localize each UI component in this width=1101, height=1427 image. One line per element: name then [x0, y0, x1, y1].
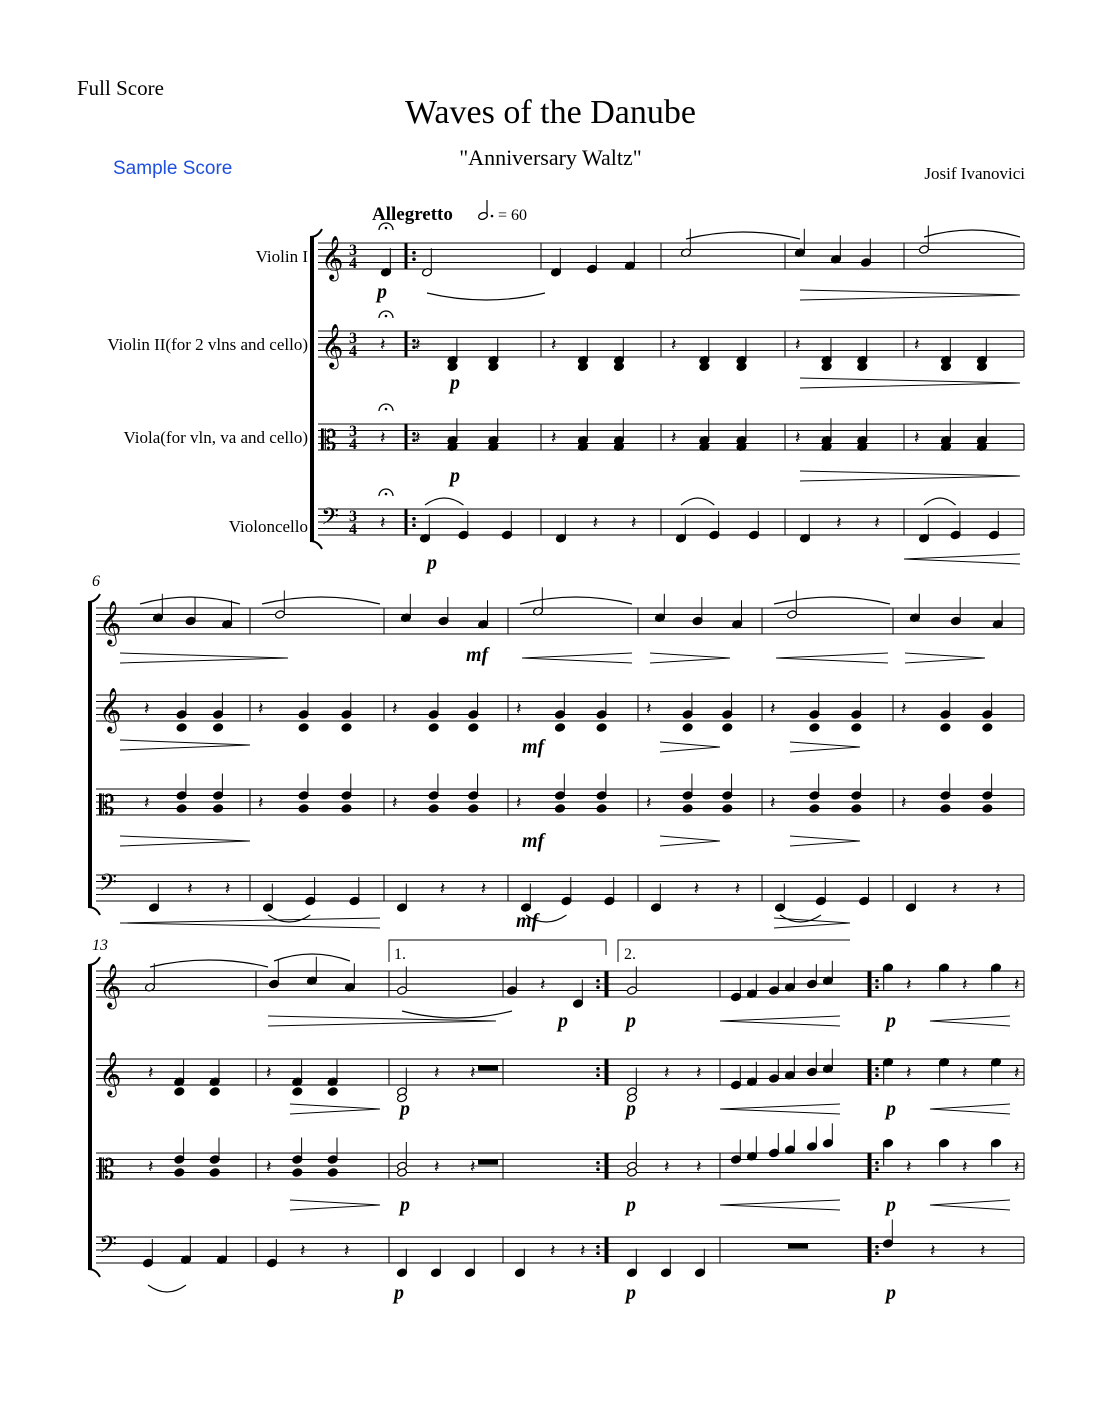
quarter-rest-icon: 𝄽 [187, 878, 193, 899]
slur [686, 232, 800, 239]
repeat-dot [596, 979, 600, 983]
notehead [174, 1168, 185, 1178]
bracket-hook [88, 907, 100, 915]
repeat-dot [596, 985, 600, 989]
instrument-label-viola: Viola(for vln, va and cello) [123, 428, 308, 447]
quarter-rest-icon: 𝄽 [148, 1156, 154, 1177]
quarter-rest-icon: 𝄽 [592, 512, 599, 533]
bracket-hook [310, 229, 322, 237]
quarter-rest-icon: 𝄽 [439, 878, 446, 899]
quarter-rest-icon: 𝄽 [696, 1156, 702, 1177]
dynamic-p: p [558, 1010, 568, 1032]
treble-clef-icon: 𝄞 [99, 602, 122, 645]
second-ending-label: 2. [624, 946, 636, 963]
bass-clef-icon: 𝄢 [99, 1232, 118, 1264]
quarter-rest-icon: 𝄽 [1014, 1156, 1020, 1177]
measure-number-system-2: 6 [92, 573, 100, 590]
notehead [341, 804, 352, 814]
quarter-rest-icon: 𝄽 [874, 512, 880, 533]
dynamic-p: p [626, 1282, 636, 1304]
treble-clef-icon: 𝄞 [321, 237, 344, 280]
first-ending-bracket [389, 940, 606, 962]
treble-clef-icon: 𝄞 [321, 325, 344, 368]
bracket-hook [88, 957, 100, 965]
slur [262, 597, 380, 604]
slur [774, 597, 890, 604]
notehead [682, 723, 693, 733]
full-score-label: Full Score [77, 76, 164, 100]
time-signature-top: 3 [349, 508, 357, 525]
quarter-rest-icon: 𝄽 [415, 427, 421, 448]
instrument-label-violin-1: Violin I [255, 247, 308, 266]
repeat-dot [412, 523, 416, 527]
notehead [327, 1168, 338, 1178]
fermata-dot [385, 315, 388, 318]
time-signature-top: 3 [349, 423, 357, 440]
slur [140, 597, 240, 604]
repeat-dot [875, 979, 879, 983]
quarter-rest-icon: 𝄽 [914, 427, 920, 448]
quarter-rest-icon: 𝄽 [770, 792, 776, 813]
notehead [722, 804, 733, 814]
decrescendo-hairpin [120, 836, 250, 846]
decrescendo-hairpin [800, 290, 1020, 300]
notehead [341, 723, 352, 733]
quarter-rest-icon: 𝄽 [516, 698, 522, 719]
dynamic-p: p [886, 1010, 896, 1032]
fermata-dot [385, 493, 388, 496]
crescendo-hairpin [930, 1200, 1010, 1210]
bracket-hook [88, 594, 100, 602]
notehead [982, 723, 993, 733]
time-signature-top: 3 [349, 330, 357, 347]
notehead [327, 1087, 338, 1097]
repeat-dot [875, 1167, 879, 1171]
quarter-rest-icon: 𝄽 [901, 792, 907, 813]
notehead [940, 804, 951, 814]
quarter-rest-icon: 𝄽 [696, 1062, 702, 1083]
slur [427, 293, 545, 300]
dynamic-p: p [450, 465, 460, 487]
dynamic-p: p [886, 1194, 896, 1216]
repeat-dot [875, 1245, 879, 1249]
notehead [809, 804, 820, 814]
decrescendo-hairpin [800, 378, 1020, 388]
quarter-rest-icon: 𝄽 [380, 427, 386, 448]
quarter-rest-icon: 𝄽 [300, 1240, 306, 1261]
decrescendo-hairpin [650, 653, 730, 663]
crescendo-hairpin [522, 653, 632, 663]
quarter-rest-icon: 𝄽 [795, 334, 801, 355]
quarter-rest-icon: 𝄽 [144, 698, 150, 719]
bass-clef-icon: 𝄢 [99, 870, 118, 902]
notehead [555, 804, 566, 814]
crescendo-hairpin [930, 1104, 1010, 1114]
dynamic-p: p [400, 1194, 410, 1216]
decrescendo-hairpin [800, 471, 1020, 481]
notehead [209, 1168, 220, 1178]
decrescendo-hairpin [120, 740, 250, 750]
dynamic-p: p [626, 1194, 636, 1216]
slur [402, 1011, 512, 1018]
tempo-marking: Allegretto [372, 204, 453, 225]
fermata-dot [385, 227, 388, 230]
quarter-rest-icon: 𝄽 [380, 512, 386, 533]
whole-rest-icon [788, 1244, 808, 1249]
crescendo-hairpin [120, 918, 380, 928]
quarter-rest-icon: 𝄽 [770, 698, 776, 719]
repeat-dot [875, 985, 879, 989]
notehead [298, 723, 309, 733]
quarter-rest-icon: 𝄽 [224, 878, 231, 899]
treble-clef-icon: 𝄞 [99, 689, 122, 732]
decrescendo-hairpin [905, 653, 985, 663]
repeat-dot [596, 1161, 600, 1165]
dynamic-p: p [394, 1282, 404, 1304]
time-signature-top: 3 [349, 242, 357, 259]
quarter-rest-icon: 𝄽 [962, 974, 968, 995]
quarter-rest-icon: 𝄽 [1014, 974, 1020, 995]
tempo-value: = 60 [498, 207, 528, 224]
quarter-rest-icon: 𝄽 [434, 1062, 440, 1083]
alto-clef-icon: 𝄡 [321, 426, 337, 457]
repeat-dot [596, 1073, 600, 1077]
notehead [213, 804, 224, 814]
quarter-rest-icon: 𝄽 [516, 792, 522, 813]
bracket-hook [88, 1269, 100, 1277]
quarter-rest-icon: 𝄽 [906, 974, 912, 995]
decrescendo-hairpin [790, 742, 860, 752]
crescendo-hairpin [720, 1016, 840, 1026]
notehead [555, 723, 566, 733]
dynamics-layer [120, 281, 1020, 1304]
notehead [940, 723, 951, 733]
repeat-dot [412, 517, 416, 521]
instrument-label-cello: Violoncello [228, 517, 308, 536]
repeat-dot [412, 257, 416, 261]
quarter-rest-icon: 𝄽 [580, 1240, 586, 1261]
quarter-rest-icon: 𝄽 [962, 1156, 968, 1177]
slur [924, 230, 1020, 237]
quarter-rest-icon: 𝄽 [693, 878, 700, 899]
slur [681, 498, 714, 505]
decrescendo-hairpin [290, 1200, 380, 1210]
notehead [209, 1087, 220, 1097]
quarter-rest-icon: 𝄽 [795, 427, 801, 448]
notehead [213, 723, 224, 733]
alto-clef-icon: 𝄡 [99, 1155, 115, 1186]
time-signature-bottom: 4 [349, 436, 357, 453]
notehead [176, 804, 187, 814]
decrescendo-hairpin [790, 836, 860, 846]
quarter-rest-icon: 𝄽 [551, 334, 557, 355]
repeat-dot [875, 1251, 879, 1255]
slur [148, 1285, 186, 1292]
quarter-rest-icon: 𝄽 [258, 792, 264, 813]
repeat-dot [875, 1161, 879, 1165]
dynamic-mf: mf [522, 830, 545, 852]
instrument-label-violin-2: Violin II(for 2 vlns and cello) [107, 335, 308, 354]
time-signature-bottom: 4 [349, 521, 357, 538]
decrescendo-hairpin [290, 1104, 380, 1114]
slur [150, 960, 268, 967]
notehead [468, 723, 479, 733]
notehead [851, 723, 862, 733]
notehead [428, 723, 439, 733]
quarter-rest-icon: 𝄽 [646, 698, 652, 719]
measure-number-system-3: 13 [92, 937, 108, 954]
quarter-rest-icon: 𝄽 [664, 1062, 670, 1083]
composer-name: Josif Ivanovici [924, 164, 1025, 183]
quarter-rest-icon: 𝄽 [480, 878, 487, 899]
slur [520, 597, 632, 604]
quarter-rest-icon: 𝄽 [344, 1240, 350, 1261]
quarter-rest-icon: 𝄽 [646, 792, 652, 813]
quarter-rest-icon: 𝄽 [1014, 1062, 1020, 1083]
quarter-rest-icon: 𝄽 [671, 334, 677, 355]
notehead [468, 804, 479, 814]
notehead [982, 804, 993, 814]
fermata-dot [385, 408, 388, 411]
notehead [292, 1168, 303, 1178]
notehead [428, 804, 439, 814]
time-signature-bottom: 4 [349, 343, 357, 360]
quarter-rest-icon: 𝄽 [914, 334, 920, 355]
notehead [851, 804, 862, 814]
quarter-rest-icon: 𝄽 [266, 1156, 272, 1177]
dynamic-p: p [377, 281, 387, 303]
bass-clef-icon: 𝄢 [321, 504, 340, 536]
quarter-rest-icon: 𝄽 [551, 427, 557, 448]
crescendo-hairpin [720, 1200, 840, 1210]
notehead [596, 804, 607, 814]
quarter-rest-icon: 𝄽 [392, 698, 398, 719]
quarter-rest-icon: 𝄽 [434, 1156, 440, 1177]
quarter-rest-icon: 𝄽 [470, 1062, 476, 1083]
quarter-rest-icon: 𝄽 [144, 792, 150, 813]
notehead [292, 1087, 303, 1097]
treble-clef-icon: 𝄞 [99, 965, 122, 1008]
notehead [682, 804, 693, 814]
dynamic-p: p [886, 1282, 896, 1304]
notehead [176, 723, 187, 733]
time-signature-bottom: 4 [349, 255, 357, 272]
slur [268, 915, 310, 922]
quarter-rest-icon: 𝄽 [540, 974, 546, 995]
first-ending-label: 1. [394, 946, 406, 963]
treble-clef-icon: 𝄞 [99, 1053, 122, 1096]
slur [924, 498, 956, 505]
slur [274, 954, 350, 961]
quarter-rest-icon: 𝄽 [470, 1156, 476, 1177]
dynamic-p: p [626, 1010, 636, 1032]
dynamic-p: p [427, 552, 437, 574]
quarter-rest-icon: 𝄽 [962, 1062, 968, 1083]
repeat-dot [412, 251, 416, 255]
note-layer [140, 223, 1020, 1292]
quarter-rest-icon: 𝄽 [631, 512, 637, 533]
dynamic-p: p [400, 1098, 410, 1120]
crescendo-hairpin [776, 653, 888, 663]
notehead [809, 723, 820, 733]
notehead [722, 723, 733, 733]
quarter-rest-icon: 𝄽 [258, 698, 264, 719]
repeat-dot [596, 1245, 600, 1249]
second-ending-bracket [618, 940, 850, 962]
dynamic-p: p [886, 1098, 896, 1120]
dynamic-mf: mf [466, 644, 489, 666]
repeat-dot [596, 1251, 600, 1255]
quarter-rest-icon: 𝄽 [901, 698, 907, 719]
quarter-rest-icon: 𝄽 [980, 1240, 986, 1261]
quarter-rest-icon: 𝄽 [671, 427, 677, 448]
crescendo-hairpin [904, 554, 1020, 564]
decrescendo-hairpin [120, 653, 288, 663]
repeat-dot [875, 1067, 879, 1071]
notehead [174, 1087, 185, 1097]
dotted-half-note-icon [478, 200, 494, 221]
quarter-rest-icon: 𝄽 [930, 1240, 936, 1261]
page-subtitle: "Anniversary Waltz" [459, 145, 642, 170]
alto-clef-icon: 𝄡 [99, 791, 115, 822]
dynamic-p: p [626, 1098, 636, 1120]
slur [425, 498, 463, 505]
crescendo-hairpin [720, 1104, 840, 1114]
crescendo-hairpin [930, 1016, 1010, 1026]
notehead [596, 723, 607, 733]
quarter-rest-icon: 𝄽 [550, 1240, 556, 1261]
quarter-rest-icon: 𝄽 [380, 334, 386, 355]
quarter-rest-icon: 𝄽 [266, 1062, 272, 1083]
repeat-dot [596, 1167, 600, 1171]
repeat-dot [875, 1073, 879, 1077]
quarter-rest-icon: 𝄽 [906, 1062, 912, 1083]
quarter-rest-icon: 𝄽 [906, 1156, 912, 1177]
decrescendo-hairpin [660, 836, 720, 846]
dynamic-mf: mf [522, 736, 545, 758]
bracket-hook [310, 541, 322, 549]
quarter-rest-icon: 𝄽 [664, 1156, 670, 1177]
quarter-rest-icon: 𝄽 [734, 878, 741, 899]
whole-rest-icon [478, 1066, 498, 1071]
whole-rest-icon [478, 1160, 498, 1165]
sample-score-label: Sample Score [113, 158, 233, 179]
quarter-rest-icon: 𝄽 [836, 512, 842, 533]
quarter-rest-icon: 𝄽 [415, 334, 421, 355]
dynamic-mf: mf [516, 910, 539, 932]
quarter-rest-icon: 𝄽 [951, 878, 958, 899]
repeat-dot [596, 1067, 600, 1071]
quarter-rest-icon: 𝄽 [148, 1062, 154, 1083]
notehead [298, 804, 309, 814]
quarter-rest-icon: 𝄽 [995, 878, 1001, 899]
quarter-rest-icon: 𝄽 [392, 792, 398, 813]
dynamic-p: p [450, 372, 460, 394]
page-title: Waves of the Danube [405, 94, 696, 131]
decrescendo-hairpin [660, 742, 720, 752]
